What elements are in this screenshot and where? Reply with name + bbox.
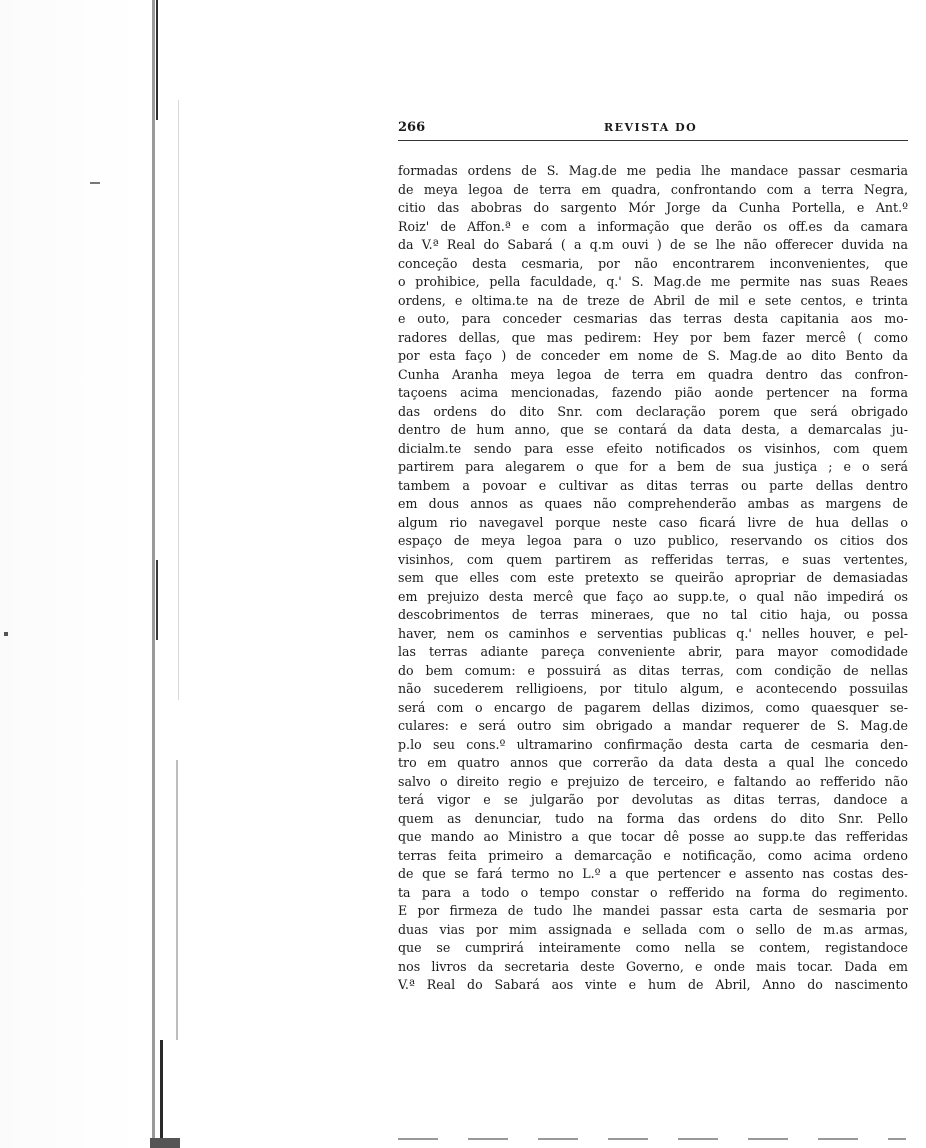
text-line: citio das abobras do sargento Mór Jorge da Cunha Portella, e Ant.º [398,200,908,215]
gutter-shadow-line [178,100,179,700]
text-line: partirem para alegarem o que for a bem de sua justiça ; e o será [398,459,908,474]
header-rule [398,140,908,141]
text-line: algum rio navegavel porque neste caso ficará livre de hua dellas o [398,514,908,530]
text-line: em dous annos as quaes não comprehenderão ambas as margens de [398,496,908,511]
text-line: espaço de meya legoa para o uzo publico, reservando os citios dos [398,533,908,548]
text-line: p.lo seu cons.º ultramarino confirmação desta carta de cesmaria den- [398,736,908,752]
text-line: descobrimentos de terras mineraes, que no tal citio haja, ou possa [398,607,908,622]
text-line: será com o encargo de pagarem dellas dizimos, como quaesquer se- [398,699,908,715]
text-line: formadas ordens de S. Mag.de me pedia lhe mandace passar cesmaria [398,163,908,178]
text-line: conceção desta cesmaria, por não encontrarem inconvenientes, que [398,255,908,271]
document-page [398,118,908,995]
text-line: salvo o direito regio e prejuizo de terceiro, e faltando ao refferido não [398,773,908,789]
text-line: que mando ao Ministro a que tocar dê posse ao supp.te das refferidas [398,829,908,844]
text-line: ordens, e oltima.te na de treze de Abril de mil e sete centos, e trinta [398,292,908,308]
text-line: duas vias por mim assignada e sellada com o sello de m.as armas, [398,921,908,937]
text-line: sem que elles com este pretexto se queirão apropriar de demasiadas [398,570,908,585]
text-line: não sucederem relligioens, por titulo algum, e acontecendo possuilas [398,681,908,696]
text-line: haver, nem os caminhos e serventias publicas q.' nelles houver, e pel- [398,625,908,641]
text-line: las terras adiante pareça conveniente abrir, para mayor comodidade [398,644,908,659]
page-number: 266 [398,120,426,135]
text-line: radores dellas, que mas pedirem: Hey por bem fazer mercê ( como [398,329,908,345]
text-line: do bem comum: e possuirá as ditas terras, com condição de nellas [398,662,908,678]
scan-speck [4,632,8,636]
text-line: e outo, para conceder cesmarias das terras desta capitania aos mo- [398,311,908,326]
scan-gutter [0,0,200,1148]
body-text [398,162,908,995]
text-line: culares: e será outro sim obrigado a mandar requerer de S. Mag.de [398,718,908,733]
text-line: Roiz' de Affon.ª e com a informação que derão os off.es da camara [398,218,908,234]
text-line: E por firmeza de tudo lhe mandei passar esta carta de sesmaria por [398,903,908,918]
text-line: da V.ª Real do Sabará ( a q.m ouvi ) de se lhe não offerecer duvida na [398,237,908,252]
text-line: terras feita primeiro a demarcação e notificação, como acima ordeno [398,847,908,863]
text-line: taçoens acima mencionadas, fazendo pião aonde pertencer na forma [398,385,908,400]
text-line: Cunha Aranha meya legoa de terra em quadra dentro das confron- [398,366,908,382]
text-line: em prejuizo desta mercê que faço ao supp.te, o qual não impedirá os [398,588,908,604]
text-line: dicialm.te sendo para esse efeito notificados os visinhos, com quem [398,440,908,456]
text-line: ta para a todo o tempo constar o refferido na forma do regimento. [398,884,908,900]
text-line: nos livros da secretaria deste Governo, e onde mais tocar. Dada em [398,958,908,974]
text-line: tro em quatro annos que correrão da data desta a qual lhe concedo [398,755,908,770]
text-line: tambem a povoar e cultivar as ditas terras ou parte dellas dentro [398,477,908,493]
text-line: dentro de hum anno, que se contará da data desta, a demarcalas ju- [398,422,908,437]
gutter-shadow-line [176,760,178,1040]
scan-speck [90,182,100,184]
text-line: V.ª Real do Sabará aos vinte e hum de Abril, Anno do nascimento [398,977,908,992]
text-line: terá vigor e se julgarão por devolutas as ditas terras, dandoce a [398,792,908,807]
scan-speck [150,1138,180,1148]
gutter-shadow-line [160,1040,163,1148]
text-line: quem as denunciar, tudo na forma das ordens do dito Snr. Pello [398,810,908,826]
text-line: das ordens do dito Snr. com declaração porem que será obrigado [398,403,908,419]
text-line: de meya legoa de terra em quadra, confrontando com a terra Negra, [398,181,908,197]
text-line: o prohibice, pella faculdade, q.' S. Mag.de me permite nas suas Reaes [398,274,908,289]
text-line: visinhos, com quem partirem as refferidas terras, e suas vertentes, [398,551,908,567]
gutter-shadow-line [156,0,158,120]
gutter-shadow-line [152,0,155,1148]
journal-title: REVISTA DO [604,121,698,134]
text-line: que se cumprirá inteiramente como nella se contem, registandoce [398,940,908,955]
scan-bottom-edge [398,1138,906,1140]
gutter-shadow-line [156,560,158,640]
running-head [398,118,908,140]
text-line: por esta faço ) de conceder em nome de S. Mag.de ao dito Bento da [398,348,908,363]
text-line: de que se fará termo no L.º a que pertencer e assento nas costas des- [398,866,908,881]
